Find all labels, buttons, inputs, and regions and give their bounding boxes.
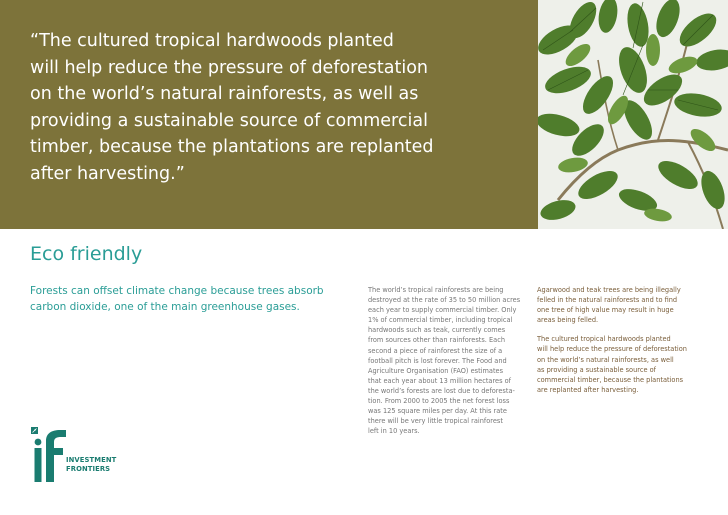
body-line: 1% of commercial timber, including tropical bbox=[368, 316, 513, 325]
body-line: left in 10 years. bbox=[368, 427, 420, 436]
body-paragraph bbox=[368, 285, 538, 436]
lead-line: carbon dioxide, one of the main greenhouse gases. bbox=[30, 301, 300, 313]
leaves-illustration bbox=[538, 0, 728, 229]
investment-frontiers-logo bbox=[30, 425, 120, 485]
leaves-photo bbox=[538, 0, 728, 229]
body-line: Agarwood and teak trees are being illegally bbox=[537, 286, 681, 294]
logo-line: INVESTMENT bbox=[66, 456, 117, 464]
quote-line: providing a sustainable source of commercial bbox=[30, 110, 428, 131]
body-line: football pitch is lost forever. The Food and bbox=[368, 356, 507, 365]
body-line: areas being felled. bbox=[537, 316, 599, 325]
body-line: Agriculture Organisation (FAO) estimates bbox=[368, 366, 504, 375]
quote-line: after harvesting.” bbox=[30, 163, 185, 184]
body-line: The world’s tropical rainforests are being bbox=[368, 286, 504, 294]
body-line: commercial timber, because the plantations bbox=[537, 375, 684, 384]
body-line: tion. From 2000 to 2005 the net forest loss bbox=[368, 397, 510, 406]
quote-line: on the world’s natural rainforests, as well as bbox=[30, 84, 419, 104]
quote-line: timber, because the plantations are replanted bbox=[30, 137, 434, 157]
body-line: one tree of high value may result in huge bbox=[537, 306, 674, 315]
body-line: was 125 square miles per day. At this rate bbox=[368, 407, 507, 416]
logo-mark-icon bbox=[30, 425, 68, 483]
body-line: each year to supply commercial timber. Only bbox=[368, 306, 517, 315]
body-line: hardwoods such as teak, currently comes bbox=[368, 326, 506, 335]
body-paragraph bbox=[537, 285, 707, 325]
section-heading: Eco friendly bbox=[30, 243, 143, 265]
logo-line: FRONTIERS bbox=[66, 465, 111, 473]
lead-paragraph bbox=[30, 283, 330, 315]
body-line: destroyed at the rate of 35 to 50 million acres bbox=[368, 296, 521, 305]
body-line: as providing a sustainable source of bbox=[537, 365, 656, 374]
logo-wordmark bbox=[66, 456, 116, 474]
pull-quote bbox=[30, 28, 530, 187]
body-column-2 bbox=[537, 285, 707, 404]
quote-line: will help reduce the pressure of deforestation bbox=[30, 57, 428, 78]
body-line: second a piece of rainforest the size of a bbox=[368, 346, 503, 355]
body-paragraph bbox=[537, 334, 707, 395]
body-line: are replanted after harvesting. bbox=[537, 385, 639, 394]
body-line: The cultured tropical hardwoods planted bbox=[537, 335, 671, 344]
body-line: the world’s forests are lost due to deforesta- bbox=[368, 386, 515, 395]
body-column-1 bbox=[368, 285, 538, 445]
quote-line: “The cultured tropical hardwoods planted bbox=[30, 31, 394, 51]
body-line: on the world’s natural rainforests, as well bbox=[537, 355, 674, 364]
body-line: will help reduce the pressure of deforestation bbox=[537, 345, 687, 354]
quote-banner bbox=[0, 0, 538, 229]
body-line: felled in the natural rainforests and to find bbox=[537, 296, 678, 305]
lead-line: Forests can offset climate change because trees absorb bbox=[30, 285, 324, 297]
body-line: that each year about 13 million hectares of bbox=[368, 376, 511, 385]
body-line: there will be very little tropical rainforest bbox=[368, 417, 503, 426]
body-line: from sources other than rainforests. Each bbox=[368, 336, 506, 345]
